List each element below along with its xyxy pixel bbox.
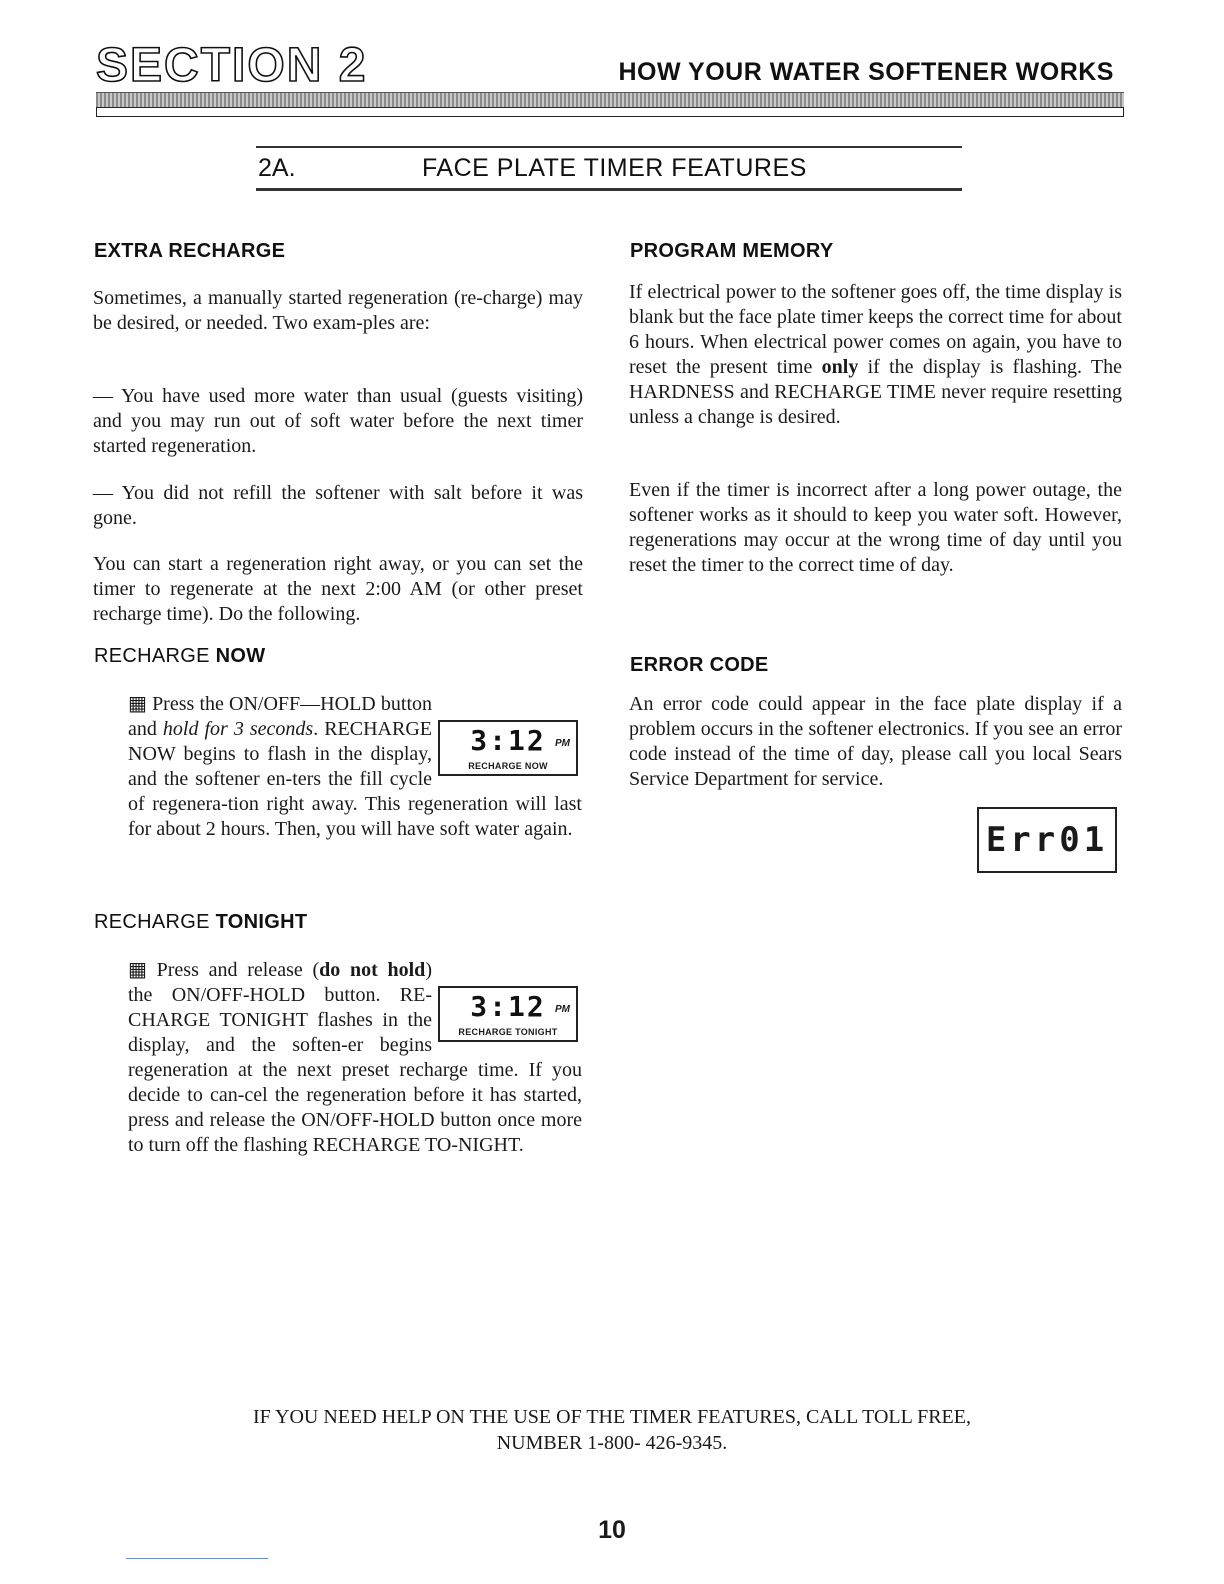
- recharge-now-text-1: Press the ON/OFF—HOLD button and: [128, 693, 432, 740]
- program-memory-heading: PROGRAM MEMORY: [630, 240, 834, 262]
- subsection-bottom-rule: [256, 188, 962, 191]
- recharge-tonight-text-1: Press and release (: [156, 959, 320, 981]
- program-memory-text-2: if the display is flashing. The HARDNESS and RECHARGE TIME never require resetting unless a change is desired.: [629, 356, 1122, 428]
- bullet-icon: ▦: [128, 693, 153, 715]
- extra-recharge-example-1: — You have used more water than usual (guests visiting) and you may run out of soft water before the next timer started regeneration.: [93, 385, 583, 457]
- recharge-tonight-heading-emphasis: TONIGHT: [215, 911, 308, 933]
- extra-recharge-instructions: You can start a regeneration right away, or you can set the timer to regenerate at the next 2:00 AM (or other preset recharge time). Do the following.: [93, 553, 583, 625]
- recharge-tonight-text-emphasis: do not hold: [319, 959, 426, 981]
- display-float-spacer: [432, 958, 582, 1050]
- subsection-title: FACE PLATE TIMER FEATURES: [422, 154, 807, 182]
- recharge-tonight-text: [128, 958, 582, 1158]
- recharge-tonight-display-caption: RECHARGE TONIGHT: [458, 1027, 558, 1037]
- error-code-heading: ERROR CODE: [630, 654, 769, 676]
- recharge-now-text-emphasis: hold for 3 seconds: [162, 718, 314, 740]
- recharge-now-heading-prefix: RECHARGE: [94, 645, 216, 667]
- section-title: SECTION 2: [96, 39, 368, 92]
- recharge-now-text-2: . RECHARGE NOW begins to flash in the display, and the softener en-ters the fill cycle of regenera-tion right away. This regeneration will last for about 2 hours. Then, you will have soft water again.: [128, 718, 582, 840]
- recharge-tonight-display-pm: PM: [555, 1004, 570, 1015]
- header-rule: [96, 107, 1124, 117]
- recharge-now-display-caption: RECHARGE NOW: [468, 761, 548, 771]
- bottom-rule: [126, 1558, 268, 1559]
- program-memory-outage-text: Even if the timer is incorrect after a long power outage, the softener works as it should to keep you water soft. However, regenerations may occur at the wrong time of day until you reset the timer to the correct time of day.: [629, 479, 1122, 576]
- display-float-spacer: [432, 692, 582, 784]
- header-band: [96, 92, 1124, 107]
- bullet-icon: ▦: [128, 959, 157, 981]
- recharge-now-display-pm: PM: [555, 738, 570, 749]
- recharge-tonight-heading-prefix: RECHARGE: [94, 911, 216, 933]
- recharge-now-heading: [94, 645, 265, 668]
- recharge-tonight-heading: [94, 911, 307, 934]
- extra-recharge-intro: Sometimes, a manually started regeneration (re-charge) may be desired, or needed. Two exam-ples are:: [93, 287, 583, 334]
- subsection-top-rule: [256, 146, 962, 148]
- extra-recharge-heading: EXTRA RECHARGE: [94, 240, 286, 262]
- subsection-number: 2A.: [258, 154, 296, 182]
- program-memory-text-1: If electrical power to the softener goes off, the time display is blank but the face plate timer keeps the correct time for about 6 hours. When electrical power comes on again, you have to reset the present time: [629, 281, 1122, 378]
- recharge-now-text: [128, 692, 582, 842]
- page-number: 10: [598, 1516, 626, 1544]
- help-line-1: IF YOU NEED HELP ON THE USE OF THE TIMER FEATURES, CALL TOLL FREE,: [253, 1406, 971, 1428]
- extra-recharge-example-2: — You did not refill the softener with salt before it was gone.: [93, 482, 583, 529]
- error-code-text: An error code could appear in the face plate display if a problem occurs in the softener electronics. If you see an error code instead of the time of day, please call you local Sears Service Department for service.: [629, 693, 1122, 790]
- recharge-tonight-text-2: ) the ON/OFF-HOLD button. RE-CHARGE TONIGHT flashes in the display, and the soften-er begins regeneration at the next preset recharge time. If you decide to can-cel the regeneration before it has started, press and release the ON/OFF-HOLD button once more to turn off the flashing RECHARGE TO-NIGHT.: [128, 959, 582, 1156]
- help-line-2: NUMBER 1-800- 426-9345.: [496, 1432, 728, 1454]
- recharge-now-display-digits: 3:12: [470, 724, 546, 757]
- recharge-now-heading-emphasis: NOW: [215, 645, 266, 667]
- program-memory-text-emphasis: only: [821, 356, 859, 378]
- recharge-tonight-display-digits: 3:12: [470, 990, 546, 1023]
- section-subtitle: HOW YOUR WATER SOFTENER WORKS: [618, 58, 1114, 86]
- program-memory-text: [629, 280, 1122, 430]
- error-code-display: Err01: [977, 807, 1117, 873]
